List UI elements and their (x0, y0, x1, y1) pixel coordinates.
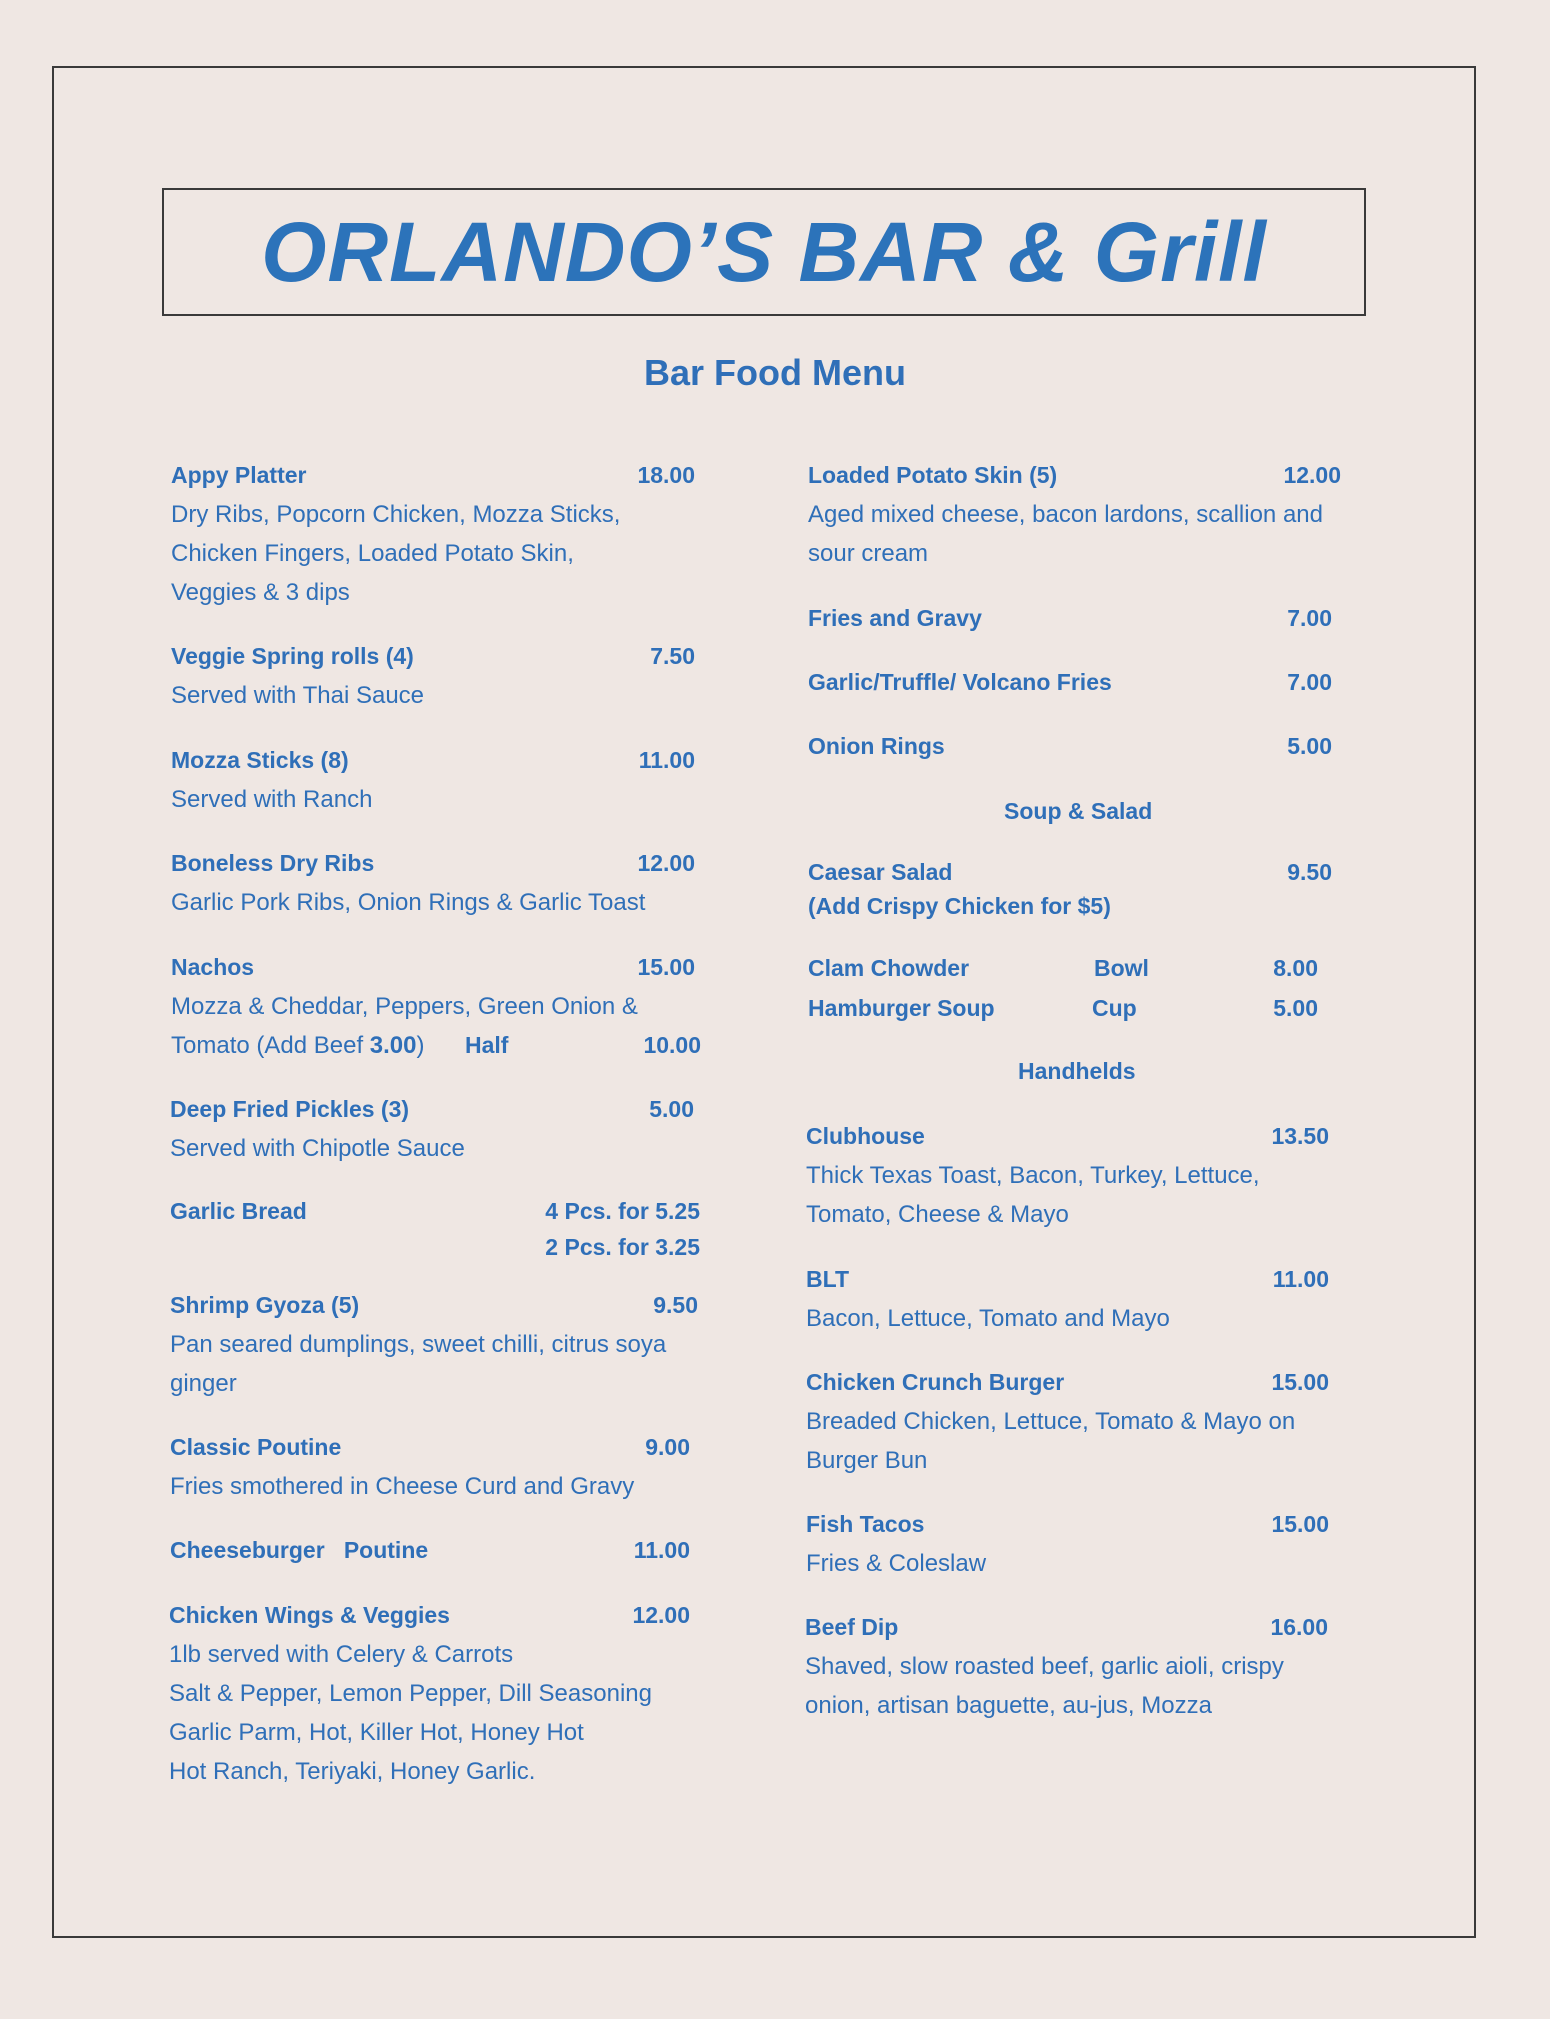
menu-item-blt (806, 1260, 1329, 1338)
item-desc: Shaved, slow roasted beef, garlic aioli, crispy (805, 1653, 1284, 1680)
item-price: 16.00 (1270, 1614, 1328, 1640)
item-price: 12.00 (1283, 462, 1341, 488)
menu-item-clubhouse (806, 1117, 1329, 1234)
menu-item-onion-rings (808, 727, 1332, 766)
section-heading-handhelds: Handhelds (1018, 1058, 1136, 1084)
item-price: 15.00 (637, 954, 695, 980)
item-price: 7.50 (650, 643, 695, 669)
menu-item-clam-chowder (808, 949, 1318, 988)
item-name: Fish Tacos (806, 1511, 925, 1537)
item-name: Deep Fried Pickles (3) (170, 1096, 410, 1122)
item-desc: Garlic Pork Ribs, Onion Rings & Garlic Toast (171, 889, 646, 916)
item-price: 5.00 (1287, 733, 1332, 759)
item-desc: Served with Chipotle Sauce (170, 1135, 465, 1162)
nachos-half-price: 10.00 (643, 1032, 701, 1058)
item-price-2pcs: 2 Pcs. for 3.25 (545, 1234, 700, 1260)
item-name: Loaded Potato Skin (5) (808, 462, 1058, 488)
item-price: 9.50 (1287, 859, 1332, 885)
nachos-half-label: Half (465, 1032, 509, 1058)
item-name: Garlic/Truffle/ Volcano Fries (808, 669, 1112, 695)
item-desc: Fries smothered in Cheese Curd and Gravy (170, 1473, 635, 1500)
menu-item-garlic-bread (170, 1193, 700, 1260)
item-price: 5.00 (1273, 995, 1318, 1021)
item-price: 9.00 (645, 1434, 690, 1460)
item-desc: Veggies & 3 dips (171, 579, 350, 606)
item-desc: onion, artisan baguette, au-jus, Mozza (805, 1692, 1212, 1719)
menu-item-caesar-salad (808, 855, 1332, 923)
item-name: Nachos (171, 954, 255, 980)
menu-item-shrimp-gyoza (170, 1286, 698, 1403)
nachos-extra-text: Tomato (Add Beef (171, 1032, 370, 1059)
menu-item-chicken-wings (169, 1596, 690, 1791)
item-desc: Garlic Parm, Hot, Killer Hot, Honey Hot (169, 1719, 584, 1746)
menu-item-appy-platter (171, 456, 695, 612)
menu-item-cheeseburger-poutine (170, 1531, 690, 1570)
item-name: Mozza Sticks (8) (171, 747, 349, 773)
menu-item-mozza-sticks (171, 741, 695, 819)
item-size: Cup (1092, 995, 1137, 1021)
item-name: Classic Poutine (170, 1434, 342, 1460)
item-price: 8.00 (1273, 955, 1318, 981)
item-name: Appy Platter (171, 462, 307, 488)
item-name: Chicken Crunch Burger (806, 1369, 1065, 1395)
item-desc: sour cream (808, 540, 929, 567)
item-price: 12.00 (632, 1602, 690, 1628)
item-name: Beef Dip (805, 1614, 899, 1640)
item-desc: ginger (170, 1370, 237, 1397)
item-price-4pcs: 4 Pcs. for 5.25 (545, 1198, 700, 1224)
item-desc: Fries & Coleslaw (806, 1550, 987, 1577)
item-price: 15.00 (1271, 1369, 1329, 1395)
item-price: 18.00 (637, 462, 695, 488)
item-name: Hamburger Soup (808, 995, 995, 1021)
item-price: 13.50 (1271, 1123, 1329, 1149)
item-price: 7.00 (1287, 605, 1332, 631)
menu-item-loaded-potato-skin (808, 456, 1341, 573)
nachos-extra-line (171, 1026, 701, 1065)
item-name: Fries and Gravy (808, 605, 982, 631)
menu-item-hamburger-soup (808, 989, 1318, 1028)
item-name: Caesar Salad (808, 859, 953, 885)
title-box (162, 188, 1366, 316)
menu-subtitle: Bar Food Menu (644, 352, 906, 393)
item-name: Shrimp Gyoza (5) (170, 1292, 360, 1318)
menu-item-fish-tacos (806, 1505, 1329, 1583)
menu-item-beef-dip (805, 1608, 1328, 1725)
item-desc: Served with Ranch (171, 786, 373, 813)
menu-item-garlic-truffle-volcano-fries (808, 663, 1332, 702)
item-name: BLT (806, 1266, 850, 1292)
item-desc: Tomato, Cheese & Mayo (806, 1201, 1069, 1228)
item-name: Garlic Bread (170, 1198, 307, 1224)
item-price: 15.00 (1271, 1511, 1329, 1537)
menu-item-classic-poutine (170, 1428, 690, 1506)
item-desc: Pan seared dumplings, sweet chilli, citrus soya (170, 1331, 667, 1358)
item-desc: Salt & Pepper, Lemon Pepper, Dill Seasoning (169, 1680, 652, 1707)
item-price: 7.00 (1287, 669, 1332, 695)
item-desc: Served with Thai Sauce (171, 682, 425, 709)
item-name: Clam Chowder (808, 955, 970, 981)
menu-item-veggie-spring-rolls (171, 637, 695, 715)
menu-item-chicken-crunch-burger (806, 1363, 1329, 1480)
nachos-beef-price: 3.00 (369, 1032, 417, 1059)
item-name: Boneless Dry Ribs (171, 850, 375, 876)
item-price: 12.00 (637, 850, 695, 876)
item-desc: Burger Bun (806, 1447, 928, 1474)
nachos-extra-close: ) (416, 1032, 425, 1059)
item-price: 9.50 (653, 1292, 698, 1318)
item-desc: Thick Texas Toast, Bacon, Turkey, Lettuce, (806, 1162, 1260, 1189)
item-size: Bowl (1094, 955, 1149, 981)
item-desc: Breaded Chicken, Lettuce, Tomato & Mayo on (806, 1408, 1296, 1435)
item-note: (Add Crispy Chicken for $5) (808, 893, 1111, 919)
item-name: Clubhouse (806, 1123, 925, 1149)
item-desc: Chicken Fingers, Loaded Potato Skin, (171, 540, 574, 567)
item-price: 11.00 (638, 747, 695, 773)
menu-item-boneless-dry-ribs (171, 844, 695, 922)
item-desc: Mozza & Cheddar, Peppers, Green Onion & (171, 993, 638, 1020)
item-price: 5.00 (649, 1096, 694, 1122)
item-price: 11.00 (633, 1537, 690, 1563)
item-desc: 1lb served with Celery & Carrots (169, 1641, 514, 1668)
item-name: Onion Rings (808, 733, 945, 759)
item-price: 11.00 (1272, 1266, 1329, 1292)
item-name: Chicken Wings & Veggies (169, 1602, 450, 1628)
menu-item-nachos (171, 948, 701, 1065)
item-desc: Aged mixed cheese, bacon lardons, scallion and (808, 501, 1323, 528)
item-desc: Dry Ribs, Popcorn Chicken, Mozza Sticks, (171, 501, 621, 528)
item-name: Veggie Spring rolls (4) (171, 643, 414, 669)
item-name: Cheeseburger Poutine (170, 1537, 429, 1563)
menu-item-fries-and-gravy (808, 599, 1332, 638)
item-desc: Bacon, Lettuce, Tomato and Mayo (806, 1305, 1170, 1332)
restaurant-title: ORLANDO’S BAR & Grill (261, 204, 1267, 299)
item-desc: Hot Ranch, Teriyaki, Honey Garlic. (169, 1758, 536, 1785)
menu-item-deep-fried-pickles (170, 1090, 694, 1168)
section-heading-soup-salad: Soup & Salad (1004, 798, 1153, 824)
